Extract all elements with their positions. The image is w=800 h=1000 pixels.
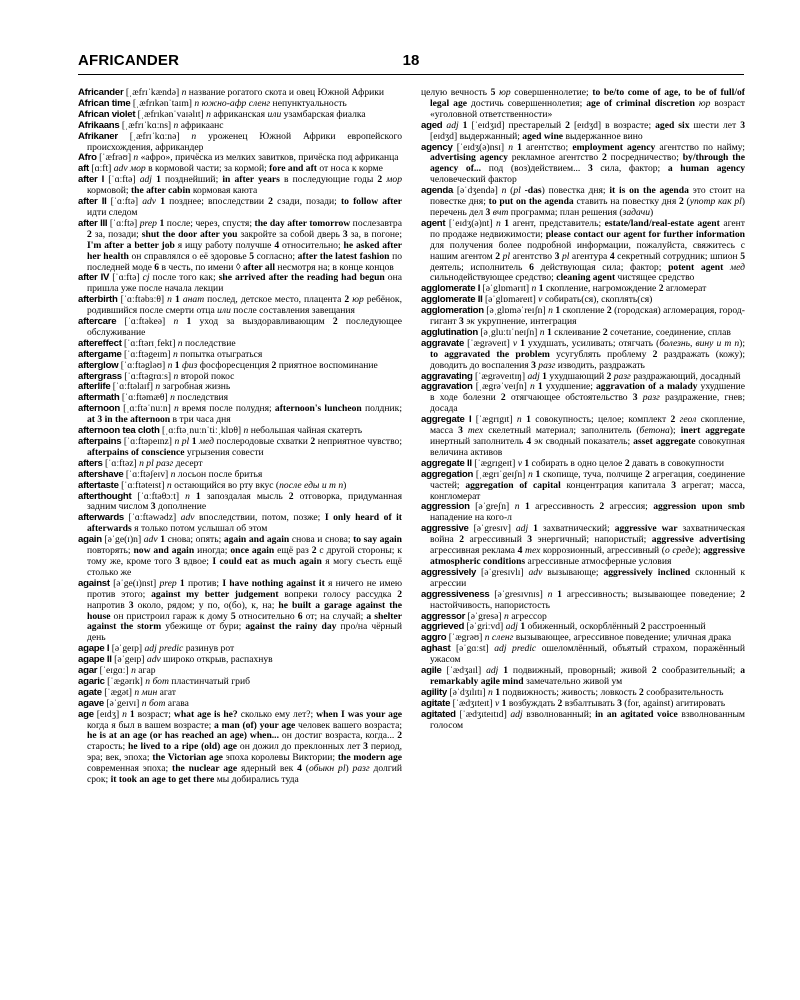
entry-definition: [əˈgeɪp] adv широко открыв, распахнув (111, 654, 273, 666)
dictionary-entry (421, 306, 745, 328)
entry-headword: aghast (421, 643, 451, 655)
entry-headword: aftereffect (78, 337, 122, 349)
entry-headword: agile (421, 665, 442, 677)
entry-headword: afterpains (78, 436, 122, 447)
page-header (78, 52, 744, 74)
dictionary-entry (421, 710, 745, 732)
entry-headword: aggressiveness (421, 588, 490, 600)
entry-definition: [ˈædʒɪteɪt] v 1 возбуждать 2 взбалтывать 3 (for, against) агитировать (450, 697, 726, 709)
dictionary-entry (421, 644, 745, 666)
dictionary-entry (78, 710, 402, 786)
entry-headword: agent (421, 217, 446, 229)
entry-headword: African time (78, 97, 131, 109)
entry-headword: aggressive (421, 523, 469, 535)
entry-headword: aftergrass (78, 370, 122, 382)
dictionary-entry (421, 382, 745, 415)
entry-headword: agape I (78, 643, 110, 655)
entry-headword: aggravation (421, 381, 473, 393)
entry-definition: [əˈglɒməreɪt] v собирать(ся), скоплять(ся) (482, 294, 653, 306)
entry-definition: [əˈgresɪvlɪ] adv вызывающе; aggressively inclined склонный к агрессии (430, 566, 745, 589)
entry-definition: [əˈglɒmərɪt] n 1 скопление, нагромождение 2 агломерат (480, 283, 707, 295)
entry-headword: after IV (78, 272, 110, 284)
dictionary-entry (421, 568, 745, 590)
entry-definition: [ˈædʒɪteɪtɪd] adj взволнованный; in an agitated voice взволнованным голосом (430, 708, 745, 731)
entry-definition: [ˌægrəˈveɪʃn] n 1 ухудшение; aggravation of a malady ухудшение в ходе болезни 2 отягчающее обстоятельство 3 разг раздражение, гнев; досада (430, 381, 746, 415)
entry-headword: afterwards (78, 512, 125, 524)
entry-definition: [ˈɑːftəteɪst] n остающийся во рту вкус (после еды и т п) (118, 479, 347, 491)
dictionary-entry (421, 502, 745, 524)
entry-definition: [ˈɑːftə] cj после того как; she arrived after the reading had begun она пришла уже после начала лекции (87, 272, 402, 295)
entry-definition: [ˈeɪdʒ(ə)nt] n 1 агент, представитель; estate/land/real-estate agent агент по продаже недвижимости; please contact our agent for further information для получения более подробной информации, пожалуйста, свяжитесь с нашим агентом 2 pl агентство 3 pl агентура 4 секретный сотрудник; шпион 5 деятель; исполнитель 6 действующая сила; фактор; potent agent мед сильнодействующее средство; cleaning agent чистящее средство (430, 217, 745, 284)
dictionary-entry (78, 579, 402, 644)
entry-headword: agitated (421, 708, 456, 720)
entry-headword: aggregation (421, 468, 474, 480)
entry-definition: [ˌɑːftəˌnuːnˈtiːˌklɒθ] n небольшая чайная скатерть (159, 425, 363, 437)
dictionary-entry (78, 197, 402, 219)
dictionary-entry (78, 273, 402, 295)
entry-headword: aggravate (421, 337, 465, 349)
entry-headword: aft (78, 163, 89, 175)
entry-headword: after I (78, 174, 105, 186)
header-rule (78, 74, 744, 75)
entry-headword: Africander (78, 87, 124, 98)
dictionary-entry (78, 317, 402, 339)
entry-headword: Afrikaans (78, 119, 120, 131)
entry-definition: [ˈægrəʊ] n сленг вызывающее, агрессивное поведение; уличная драка (446, 632, 732, 644)
entry-headword: agency (421, 141, 453, 153)
dictionary-entry (421, 88, 745, 121)
entry-headword: Afro (78, 152, 97, 164)
dictionary-entry (78, 132, 402, 154)
entry-definition: [ˌɑːftəˈnuːn] n время после полудня; afternoon's luncheon полдник; at 3 in the afternoon в три часа дня (87, 403, 403, 426)
entry-definition: [ˌægrɪˈgeɪʃn] n 1 скопище, туча, полчище 2 агрегация, соединение частей; aggregation of capital концентрация капитала 3 агрегат; масса, конгломерат (430, 468, 746, 502)
entry-definition: [əˈgeɪvɪ] n бот агава (103, 697, 189, 709)
dictionary-entry (78, 219, 402, 274)
entry-definition: [ˈæfrəʊ] n «афро», причёска из мелких завитков, причёска под африканца (96, 152, 399, 164)
guide-word: AFRICANDER (78, 52, 180, 69)
entry-definition: [ˈægərɪk] n бот пластинчатый гриб (104, 675, 250, 687)
entry-headword: aggression (421, 501, 470, 513)
entry-definition: [ˈægrəveɪt] v 1 ухудшать, усиливать; отягчать (болезнь, вину и т п); to aggravated the problem усугублять проблему 2 раздражать (кожу); доводить до воспаления 3 разг изводить, раздражать (430, 337, 746, 371)
entry-definition: [ˌæfrɪˈkɑːnə] n уроженец Южной Африки европейского происхождения, африкандер (87, 130, 402, 153)
entry-headword: aftercare (78, 316, 117, 328)
entry-definition: [ˈɑːftəlaɪf] n загробная жизнь (110, 381, 231, 393)
entry-definition: [ˈɑːftə] adv 1 позднее; впоследствии 2 сзади, позади; to follow after идти следом (87, 196, 402, 218)
entry-definition: [əˈgresɪv] adj 1 захватнический; aggressive war захватническая война 2 агрессивный 3 энергичный; напористый; aggressive advertising агрессивная реклама 4 тех коррозионный, агрессивный (о среде); aggressive atmospheric conditions агрессивные атмосферные условия (430, 523, 745, 567)
entry-headword: aftermath (78, 392, 120, 404)
dictionary-entry (78, 535, 402, 579)
entry-definition: [əˈgreʃn] n 1 агрессивность 2 агрессия; aggression upon smb нападение на кого-л (430, 501, 745, 524)
entry-definition: [ˈægrɪgeɪt] v 1 собирать в одно целое 2 давать в совокупности (471, 457, 724, 469)
entry-headword: aggressively (421, 566, 477, 578)
entry-definition: [əˈgresə] n агрессор (465, 610, 547, 622)
entry-headword: agglomerate I (421, 283, 481, 295)
entry-headword: agglomerate II (421, 294, 483, 306)
entry-headword: agar (78, 665, 98, 677)
entry-headword: after III (78, 217, 108, 229)
dictionary-entry (421, 186, 745, 219)
entry-definition: [ˌæfrɪkənˈvaɪəlɪt] n африканская или узамбарская фиалка (135, 108, 366, 120)
entry-headword: Afrikaner (78, 130, 118, 142)
entry-definition: [əˈgresɪvnɪs] n 1 агрессивность; вызывающее поведение; 2 настойчивость, напористость (430, 588, 746, 611)
entry-headword: again (78, 534, 102, 546)
entry-headword: agglutination (421, 326, 478, 338)
entry-headword: aggressor (421, 610, 466, 622)
dictionary-entry (421, 590, 745, 612)
entry-headword: aged (421, 119, 443, 131)
entry-definition: [əˌglɒməˈreɪʃn] n 1 скопление 2 (городская) агломерация, город-гигант 3 эк укрупнение, интеграция (430, 305, 745, 328)
entry-headword: aggregate I (421, 414, 472, 426)
entry-definition: целую вечность 5 юр совершеннолетие; to be/to come of age, to be of full/of legal age достичь совершеннолетия; age of criminal discretion юр возраст «уголовной ответственности» (421, 87, 746, 120)
entry-definition: [ˈægət] n мин агат (101, 686, 176, 698)
dictionary-entry (421, 143, 745, 187)
entry-headword: after II (78, 196, 107, 208)
entry-headword: agate (78, 686, 102, 698)
entry-definition: [ˈɑːftəwədz] adv впоследствии, потом, позже; I only heard of it afterwards я только потом услышал об этом (87, 512, 402, 535)
right-column (421, 88, 745, 731)
entry-definition: [əˈgɑːst] adj predic ошеломлённый, объятый страхом, поражённый ужасом (430, 643, 745, 666)
entry-definition: [əˈge(ɪ)nst] prep 1 против; I have nothing against it я ничего не имею против этого; against my better judgement вопреки голосу рассудка 2 напротив 3 около, рядом; у по, о(бо), к, на; he built a garage against the house он пристроил гараж к дому 5 относительно 6 от; на случай; a shelter against the storm убежище от бури; against the rainy day про/на чёрный день (87, 577, 402, 644)
entry-definition: [əˈgriːvd] adj 1 обиженный, оскорблённый 2 расстроенный (464, 621, 706, 633)
dictionary-entry (421, 524, 745, 568)
entry-headword: afterglow (78, 359, 119, 371)
entry-definition: [ˈɑːftəz] n pl разг десерт (102, 457, 203, 469)
entry-definition: [ˈɑːftəʃeɪv] n лосьон после бритья (123, 468, 263, 480)
entry-headword: agave (78, 697, 104, 709)
dictionary-entry (421, 121, 745, 143)
entry-headword: aggrieved (421, 621, 465, 633)
entry-definition: [ˈɑːftəgləʊ] n 1 физ фосфоресценция 2 приятное воспоминание (118, 359, 378, 371)
dictionary-entry (78, 175, 402, 197)
entry-headword: African violet (78, 108, 136, 120)
entry-definition: [ˌæfrɪˈkɑːns] n африкаанс (119, 119, 224, 131)
entry-headword: aggro (421, 632, 447, 644)
entry-definition: [ˈɑːftə] prep 1 после; через, спустя; the day after tomorrow послезавтра 2 за, позади; shut the door after you закройте за собой дверь 3 за, в погоне; I'm after a better job я ищу работу получше 4 относительно; he asked after her health он справлялся о её здоровье 5 согласно; after the latest fashion по последней моде 6 в честь, по имени ◊ after all несмотря на; в конце концов (87, 217, 403, 273)
entry-definition: [ˈɑːftəgeɪm] n попытка отыграться (121, 348, 263, 360)
entry-headword: aftertaste (78, 479, 119, 491)
entry-definition: [eɪdʒ] n 1 возраст; what age is he? сколько ему лет?; when I was your age когда я был в вашем возрасте; a man (of) your age человек вашего возраста; he is at an age (or has reached an age) when... он достиг возраста, когда... 2 старость; he lived to a ripe (old) age он дожил до преклонных лет 3 период, эра; век, эпоха; the Victorian age эпоха королевы Виктории; the modern age современная эпоха; the nuclear age ядерный век 4 (обыкн pl) разг долгий срок; it took an age to get there мы добирались туда (87, 708, 403, 786)
entry-definition: [ˈɑːftəpeɪnz] n pl 1 мед послеродовые схватки 2 неприятное чувство; afterpains of conscience угрызения совести (87, 436, 403, 458)
page-number: 18 (402, 52, 420, 69)
left-column (78, 88, 402, 786)
entry-definition: [əˈdʒɪlɪtɪ] n 1 подвижность; живость; ловкость 2 сообразительность (446, 686, 724, 698)
entry-definition: [əˌgluːtɪˈneɪʃn] n 1 склеивание 2 сочетание, соединение, сплав (477, 326, 731, 338)
entry-definition: [ˈægrɪgɪt] n 1 совокупность; целое; комплект 2 геол скопление, масса 3 тех скелетный материал; заполнитель (бетона); inert aggregate инертный заполнитель 4 эк сводный показатель; asset aggregate совокупная величина активов (430, 414, 745, 458)
entry-headword: agglomeration (421, 305, 484, 317)
dictionary-entry (78, 295, 402, 317)
entry-headword: afternoon (78, 403, 120, 415)
entry-definition: [ˈɑːftəkeə] n 1 уход за выздоравливающим 2 последующее обслуживание (87, 316, 402, 338)
entry-definition: [əˈge(ɪ)n] adv 1 снова; опять; again and again снова и снова; to say again повторять; now and again иногда; once again ещё раз 2 с другой стороны; к тому же, кроме того 3 вдвое; I could eat as much again я могу съесть ещё столько же (87, 534, 402, 578)
entry-headword: aftergame (78, 348, 122, 360)
dictionary-entry (421, 666, 745, 688)
entry-definition: [əˈdʒendə] n (pl -das) повестка дня; it is on the agenda это стоит на повестке дня; to put on the agenda ставить на повестку дня 2 (употр как pl) перечень дел 3 вчт программа; план решения (задачи) (430, 185, 745, 218)
entry-definition: [ɑːft] adv мор в кормовой части; за кормой; fore and aft от носа к корме (88, 163, 383, 175)
entry-definition: [ˈɑːftərɪˌfekt] n последствие (121, 337, 236, 349)
entry-definition: [ˈægrəveɪtɪŋ] adj 1 ухудшающий 2 разг раздражающий, досадный (472, 370, 741, 382)
entry-headword: afterthought (78, 490, 132, 502)
entry-headword: age (78, 708, 94, 720)
entry-definition: [ˈædʒaɪl] adj 1 подвижный, проворный; живой 2 сообразительный; a remarkably agile mind замечательно живой ум (430, 665, 745, 687)
dictionary-entry (421, 415, 745, 459)
entry-definition: [ˈɑːftəbɜːθ] n 1 анат послед, детское место, плацента 2 юр ребёнок, родившийся после смерти отца или после составления завещания (87, 294, 402, 317)
entry-headword: agitate (421, 697, 451, 709)
entry-headword: agenda (421, 185, 454, 197)
dictionary-entry (78, 513, 402, 535)
entry-headword: agaric (78, 675, 105, 687)
entry-definition: [ˈɑːftəθɔːt] n 1 запоздалая мысль 2 отговорка, придуманная задним числом 3 дополнение (87, 490, 403, 513)
entry-definition: [ˈɑːftə] adj 1 позднейший; in after years в последующие годы 2 мор кормовой; the after cabin кормовая каюта (87, 174, 402, 197)
entry-definition: [ˌæfrɪkənˈtaɪm] n южно-афр сленг непунктуальность (130, 97, 347, 109)
entry-definition: [ˈeɪdʒ(ə)nsɪ] n 1 агентство; employment agency агентство по найму; advertising agency рекламное агентство 2 посредничество; by/through the agency of... под (воз)действием... 3 сила, фактор; a human agency человеческий фактор (430, 141, 745, 186)
entry-headword: aftershave (78, 468, 124, 480)
entry-headword: aggravating (421, 370, 473, 382)
entry-headword: against (78, 577, 110, 589)
entry-headword: afternoon tea cloth (78, 425, 160, 437)
entry-headword: aggregate II (421, 457, 472, 469)
dictionary-entry (78, 437, 402, 459)
dictionary-entry (421, 219, 745, 284)
entry-definition: [ˈɑːftəgrɑːs] n второй покос (121, 370, 235, 382)
entry-definition: [ˌæfrɪˈkændə] n название рогатого скота и овец Южной Африки (123, 87, 385, 98)
entry-headword: afterlife (78, 381, 111, 393)
dictionary-entry (421, 470, 745, 503)
dictionary-entry (78, 492, 402, 514)
entry-headword: afters (78, 457, 103, 469)
entry-definition: [ˈɑːftəmæθ] n последствия (119, 392, 229, 404)
entry-headword: afterbirth (78, 294, 118, 306)
dictionary-entry (421, 339, 745, 372)
entry-definition: [ˈeɪgɑː] n агар (97, 665, 156, 677)
entry-definition: [əˈgeɪp] adj predic разинув рот (109, 643, 235, 655)
entry-headword: agility (421, 686, 447, 698)
dictionary-entry (78, 404, 402, 426)
entry-definition: adj 1 [ˈeɪdʒɪd] престарелый 2 [eɪdʒd] в возрасте; aged six шести лет 3 [eɪdʒd] выдержанный; aged wine выдержанное вино (430, 119, 745, 142)
entry-headword: agape II (78, 654, 112, 666)
